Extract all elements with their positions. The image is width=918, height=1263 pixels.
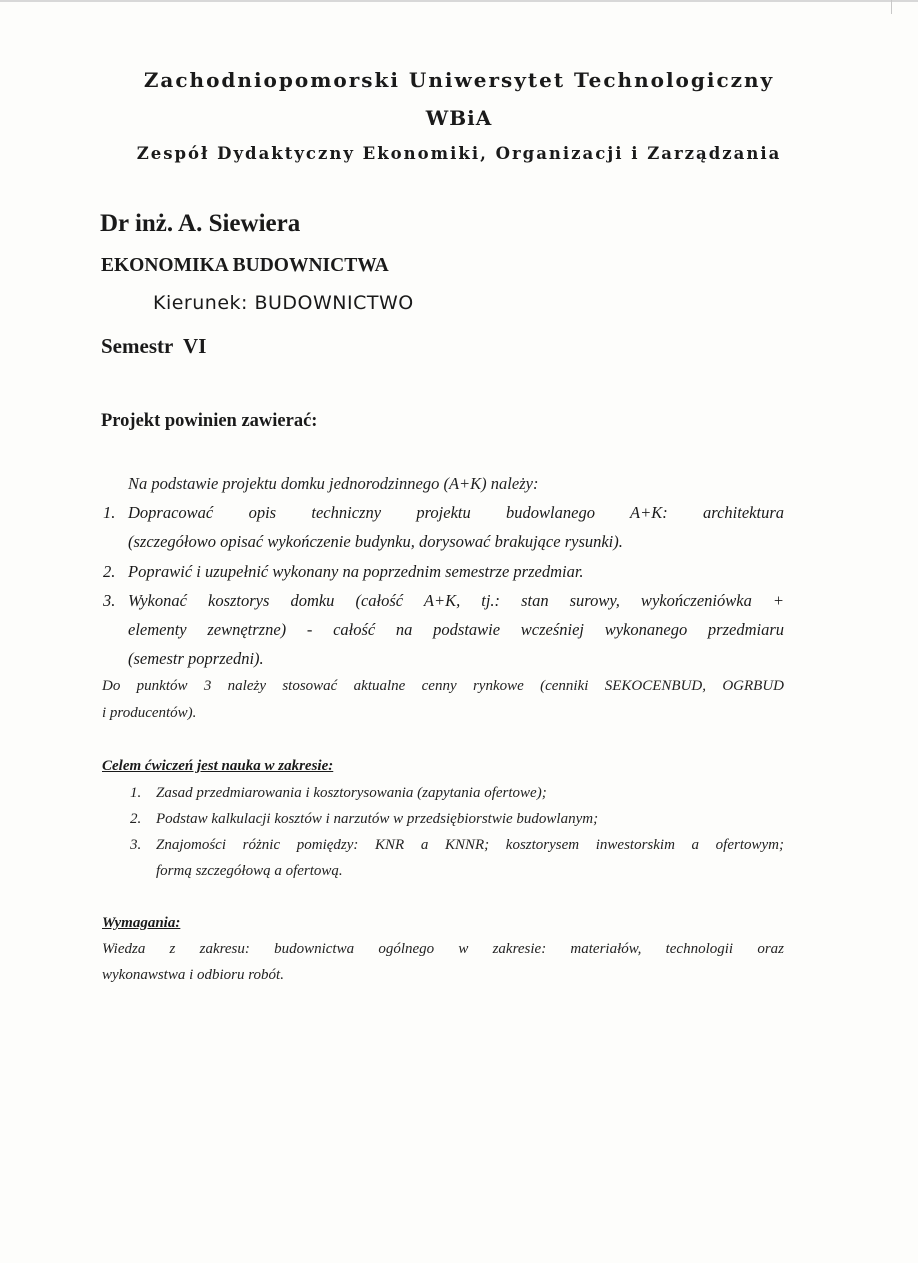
- project-heading: Projekt powinien zawierać:: [101, 411, 318, 431]
- goal-item-line: Zasad przedmiarowania i kosztorysowania (zapytania ofertowe);: [156, 785, 547, 801]
- project-item-line: (szczegółowo opisać wykończenie budynku, dorysować brakujące rysunki).: [128, 532, 623, 551]
- goal-item-line: Znajomości różnic pomiędzy: KNR a KNNR; kosztorysem inwestorskim a ofertowym;: [156, 837, 784, 853]
- project-item-line: Poprawić i uzupełnić wykonany na poprzednim semestrze przedmiar.: [128, 562, 584, 581]
- field-of-study: Kierunek: BUDOWNICTWO: [153, 292, 414, 314]
- goal-item-number: 3.: [130, 837, 142, 853]
- goals-heading: Celem ćwiczeń jest nauka w zakresie:: [102, 758, 334, 774]
- project-intro: Na podstawie projektu domku jednorodzinnego (A+K) należy:: [128, 474, 539, 493]
- goal-item-number: 1.: [130, 785, 142, 801]
- goal-item-line: Podstaw kalkulacji kosztów i narzutów w przedsiębiorstwie budowlanym;: [156, 811, 599, 827]
- project-item-number: 2.: [103, 562, 116, 581]
- project-item-number: 1.: [103, 503, 116, 522]
- requirements-heading: Wymagania:: [102, 915, 181, 931]
- project-note-line: Do punktów 3 należy stosować aktualne cenny rynkowe (cenniki SEKOCENBUD, OGRBUD: [102, 678, 784, 694]
- project-item-line: (semestr poprzedni).: [128, 649, 264, 668]
- project-note-line: i producentów).: [102, 705, 197, 721]
- requirements-line: wykonawstwa i odbioru robót.: [102, 967, 284, 983]
- project-item-number: 3.: [103, 591, 116, 610]
- faculty-name: WBiA: [425, 106, 493, 130]
- department-name: Zespół Dydaktyczny Ekonomiki, Organizacji i Zarządzania: [136, 144, 782, 163]
- goal-item-number: 2.: [130, 811, 142, 827]
- author-name: Dr inż. A. Siewiera: [100, 210, 301, 237]
- semester-label: Semestr VI: [101, 334, 207, 358]
- goal-item-line: formą szczegółową a ofertową.: [156, 863, 343, 879]
- scan-edge-mark: [891, 0, 892, 14]
- project-item-line: elementy zewnętrzne) - całość na podstawie wcześniej wykonanego przedmiaru: [128, 620, 784, 639]
- project-item-line: Dopracować opis techniczny projektu budowlanego A+K: architektura: [128, 503, 784, 522]
- subject-title: EKONOMIKA BUDOWNICTWA: [101, 255, 389, 276]
- university-name: Zachodniopomorski Uniwersytet Technologiczny: [143, 68, 775, 92]
- requirements-line: Wiedza z zakresu: budownictwa ogólnego w zakresie: materiałów, technologii oraz: [102, 941, 784, 957]
- scan-edge-top: [0, 0, 918, 2]
- project-item-line: Wykonać kosztorys domku (całość A+K, tj.: stan surowy, wykończeniówka +: [128, 591, 784, 610]
